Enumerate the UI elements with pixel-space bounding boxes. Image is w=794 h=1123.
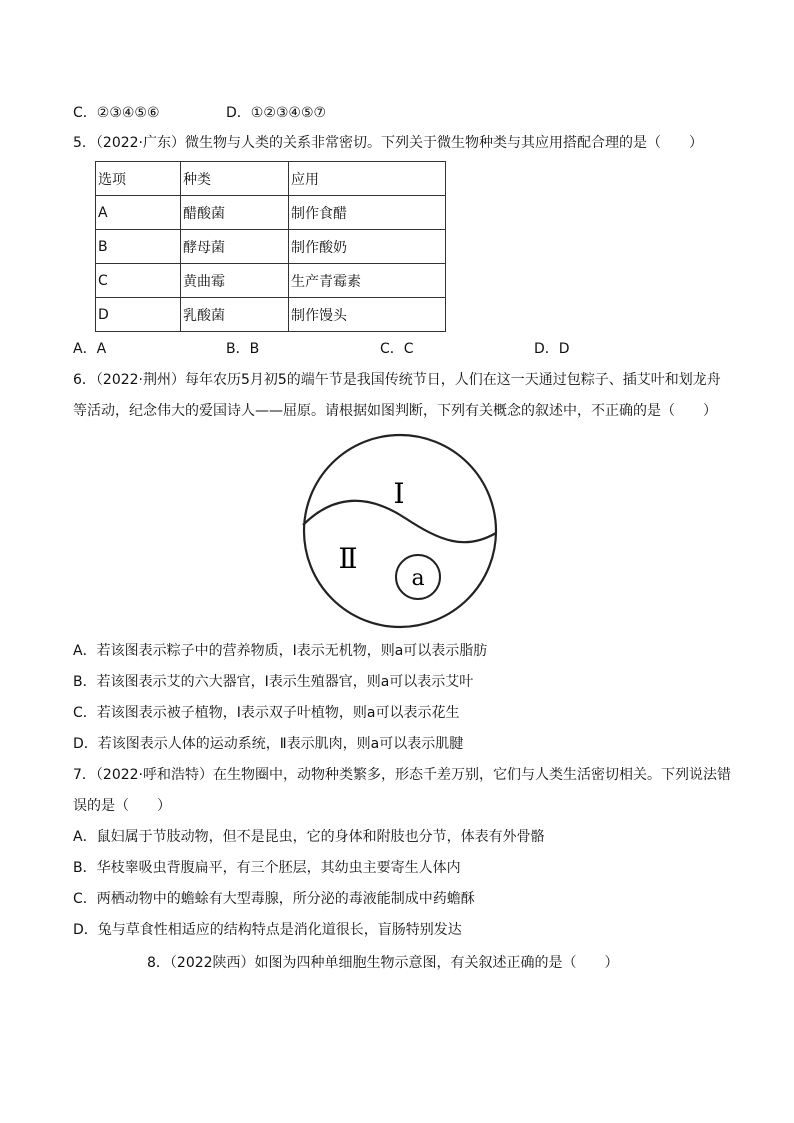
region-1-label: Ⅰ bbox=[393, 477, 405, 510]
table-header-cell: 种类 bbox=[181, 162, 289, 196]
q4-option-c: C．②③④⑤⑥ bbox=[73, 105, 160, 121]
table-cell: 制作馒头 bbox=[289, 298, 446, 332]
region-2-label: Ⅱ bbox=[338, 542, 358, 575]
table-cell: 酵母菌 bbox=[181, 230, 289, 264]
q5-option-d: D．D bbox=[534, 341, 570, 357]
q4-option-d: D．①②③④⑤⑦ bbox=[226, 105, 327, 121]
table-cell: 制作酸奶 bbox=[289, 230, 446, 264]
table-cell: B bbox=[96, 230, 181, 264]
table-header-cell: 应用 bbox=[289, 162, 446, 196]
table-row bbox=[96, 264, 446, 298]
q5-option-b: B．B bbox=[226, 341, 260, 357]
table-header-cell: 选项 bbox=[96, 162, 181, 196]
q8-stem: 8．（2022陕西）如图为四种单细胞生物示意图，有关叙述正确的是（ ） bbox=[147, 955, 619, 971]
table-cell: 黄曲霉 bbox=[181, 264, 289, 298]
q6-option-d: D．若该图表示人体的运动系统，Ⅱ表示肌肉，则a可以表示肌腱 bbox=[73, 736, 464, 752]
q6-option-a: A．若该图表示粽子中的营养物质，Ⅰ表示无机物，则a可以表示脂肪 bbox=[73, 643, 488, 659]
q7-stem-line1: 7．（2022·呼和浩特）在生物圈中，动物种类繁多，形态千差万别，它们与人类生活密切相关。下列说法错 bbox=[73, 767, 731, 783]
table-cell: 制作食醋 bbox=[289, 196, 446, 230]
q5-stem: 5．（2022·广东）微生物与人类的关系非常密切。下列关于微生物种类与其应用搭配合理的是（ ） bbox=[73, 135, 703, 151]
q5-option-a: A．A bbox=[73, 341, 107, 357]
q5-option-c: C．C bbox=[380, 341, 414, 357]
q7-stem-line2: 误的是（ ） bbox=[73, 798, 171, 814]
table-row bbox=[96, 196, 446, 230]
table-row bbox=[96, 298, 446, 332]
outer-circle bbox=[304, 435, 496, 627]
table-cell: C bbox=[96, 264, 181, 298]
q6-concept-diagram bbox=[300, 433, 500, 629]
table-cell: 醋酸菌 bbox=[181, 196, 289, 230]
table-header-row bbox=[96, 162, 446, 196]
inner-label: a bbox=[411, 566, 425, 591]
table-cell: 乳酸菌 bbox=[181, 298, 289, 332]
q6-option-b: B．若该图表示艾的六大器官，Ⅰ表示生殖器官，则a可以表示艾叶 bbox=[73, 674, 474, 690]
q7-option-d: D．兔与草食性相适应的结构特点是消化道很长，盲肠特别发达 bbox=[73, 922, 462, 938]
table-cell: 生产青霉素 bbox=[289, 264, 446, 298]
table-row bbox=[96, 230, 446, 264]
q6-stem-line2: 等活动，纪念伟大的爱国诗人——屈原。请根据如图判断，下列有关概念的叙述中，不正确的是（ ） bbox=[73, 403, 717, 419]
table-cell: D bbox=[96, 298, 181, 332]
q6-stem-line1: 6．（2022·荆州）每年农历5月初5的端午节是我国传统节日，人们在这一天通过包粽子、插艾叶和划龙舟 bbox=[73, 372, 721, 388]
table-cell: A bbox=[96, 196, 181, 230]
q7-option-b: B．华枝睾吸虫背腹扁平，有三个胚层，其幼虫主要寄生人体内 bbox=[73, 860, 461, 876]
q7-option-c: C．两栖动物中的蟾蜍有大型毒腺，所分泌的毒液能制成中药蟾酥 bbox=[73, 891, 475, 907]
q6-option-c: C．若该图表示被子植物，Ⅰ表示双子叶植物，则a可以表示花生 bbox=[73, 705, 460, 721]
q5-table bbox=[95, 161, 446, 332]
q7-option-a: A．鼠妇属于节肢动物，但不是昆虫，它的身体和附肢也分节，体表有外骨骼 bbox=[73, 829, 545, 845]
